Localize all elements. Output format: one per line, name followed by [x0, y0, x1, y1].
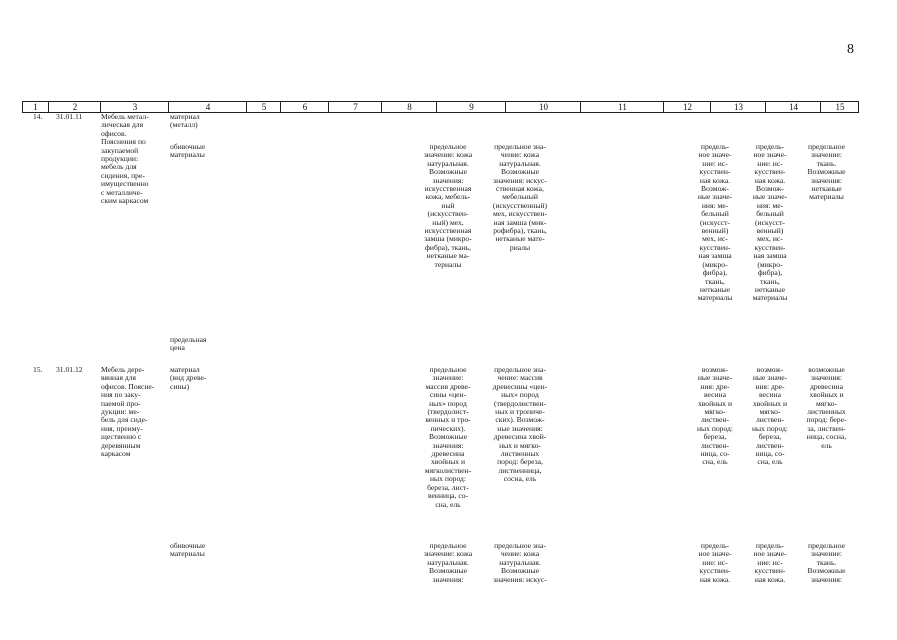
header-col-7: 7: [328, 102, 382, 112]
row-14-char-material: материал (металл): [170, 112, 200, 130]
header-col-5: 5: [246, 102, 281, 112]
row-14-name: Мебель метал- лическая для офисов. Пояснения по закупаемой продукции: мебель для сидения, пре- имущественно с металличе- ским каркасом: [101, 112, 149, 206]
row-14-upholstery-col10: предельное зна- чение: кожа натуральная. Возможные значения: искус- ственная кожа, мебельный (искусственный) мех, искусствен- ная замша (мик- рофибра), ткань, нетканые мате- риалы: [492, 142, 548, 252]
row-14-upholstery-col14: предель- ное значе- ние: ис- кусствен- ная кожа. Возмож- ные значе- ния: ме- бельный (искусст- венный) мех, ис- кусствен- ная замша (микро- фибра), ткань, нетканые материалы: [752, 142, 788, 303]
row-14-upholstery-col13: предель- ное значе- ние: ис- кусствен- ная кожа. Возмож- ные значе- ния: ме- бельный (искусст- венный) мех, ис- кусствен- ная замша (микро- фибра), ткань, нетканые материалы: [697, 142, 733, 303]
row-14-upholstery-col15: предельное значение: ткань. Возможные значения: нетканые материалы: [807, 142, 846, 202]
row-14-code: 31.01.11: [56, 112, 83, 121]
header-col-9: 9: [436, 102, 506, 112]
header-col-15: 15: [820, 102, 859, 112]
row-14-number: 14.: [33, 112, 43, 121]
header-col-8: 8: [381, 102, 437, 112]
row-15-wood-col14: возмож- ные значе- ния: дре- весина хвойных и мягко- листвен- ных пород: береза, листвен- ница, со- сна, ель: [751, 365, 789, 467]
row-15-char-wood: материал (вид древе- сины): [170, 365, 207, 391]
header-col-13: 13: [710, 102, 766, 112]
row-15-upholstery-col14: предель- ное значе- ние: ис- кусствен- ная кожа.: [753, 541, 787, 584]
row-14-char-price: предельная цена: [170, 335, 207, 353]
row-15-code: 31.01.12: [56, 365, 83, 374]
row-15-number: 15.: [33, 365, 43, 374]
row-14-upholstery-col9: предельное значение: кожа натуральная. Возможные значения: искусственная кожа, мебель- ный (искусствен- ный) мех, искусственная замша (микро- фибра), ткань, нетканые ма- териалы: [423, 142, 473, 269]
page-number: 8: [847, 42, 854, 57]
header-col-2: 2: [48, 102, 101, 112]
header-col-6: 6: [280, 102, 329, 112]
row-15-name: Мебель дере- вянная для офисов. Поясне- ния по заку- паемой про- дукции: ме- бель для сиде- ния, преиму- щественно с деревянным каркасом: [101, 365, 155, 459]
row-15-upholstery-col9: предельное значение: кожа натуральная. Возможные значения:: [423, 541, 473, 584]
header-col-12: 12: [663, 102, 711, 112]
header-col-3: 3: [100, 102, 169, 112]
header-col-10: 10: [505, 102, 581, 112]
header-col-11: 11: [580, 102, 664, 112]
row-14-char-upholstery: обивочные материалы: [170, 142, 206, 160]
header-col-4: 4: [168, 102, 247, 112]
row-15-char-upholstery: обивочные материалы: [170, 541, 206, 559]
row-15-upholstery-col10: предельное зна- чение: кожа натуральная. Возможные значения: искус-: [493, 541, 547, 584]
header-col-1: 1: [33, 102, 38, 112]
row-15-upholstery-col15: предельное значение: ткань. Возможные значения:: [807, 541, 846, 584]
row-15-wood-col13: возмож- ные значе- ния: дре- весина хвойных и мягко- листвен- ных пород: береза, листвен- ница, со- сна, ель: [696, 365, 734, 467]
row-15-upholstery-col13: предель- ное значе- ние: ис- кусствен- ная кожа.: [698, 541, 732, 584]
row-15-wood-col10: предельное зна- чение: массив древесины «цен- ных» пород (твердолиствен- ных и тропиче- ских). Возмож- ные значения: древесина хвой- ных и мягко- лиственных пород: береза, лиственница, сосна, ель: [492, 365, 548, 484]
row-15-wood-col15: возможные значения: древесина хвойных и мягко- лиственных пород: бере- за, листвен- ница, сосна, ель: [806, 365, 847, 450]
header-col-14: 14: [765, 102, 821, 112]
row-15-wood-col9: предельное значение: массив древе- сины «цен- ных» пород (твердолист- венных и тро- пических). Возможные значения: древесина хвойных и мягколиствен- ных пород: береза, лист- венница, со- сна, ель: [424, 365, 472, 509]
